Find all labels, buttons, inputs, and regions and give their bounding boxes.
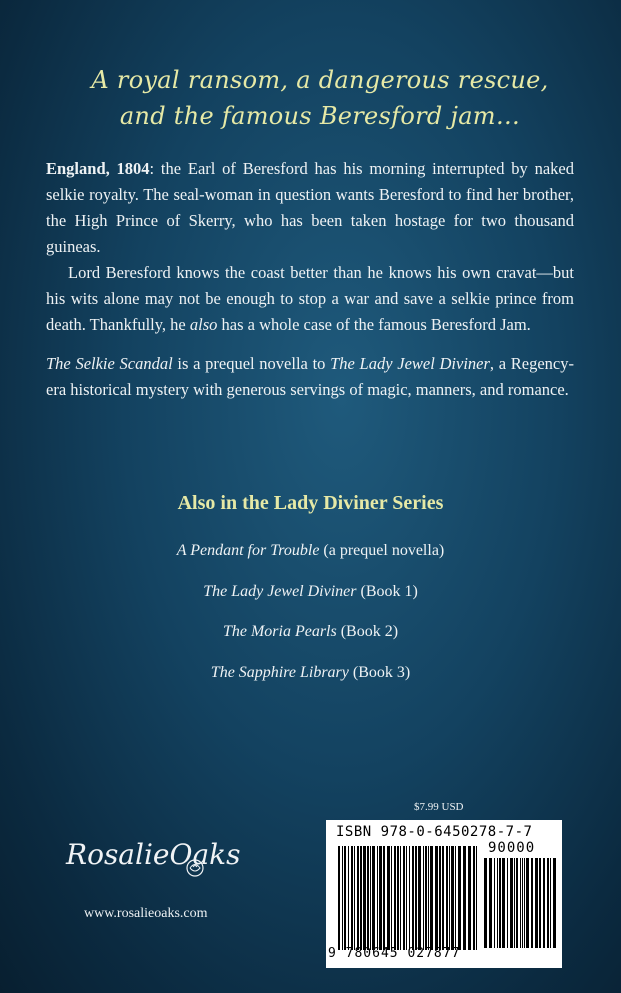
barcode-bar	[489, 858, 492, 948]
barcode-bar	[451, 846, 454, 950]
barcode-bar	[439, 846, 441, 950]
series-item: A Pendant for Trouble (a prequel novella)	[176, 542, 445, 559]
barcode-bar	[510, 858, 513, 948]
barcode-bar	[344, 846, 346, 950]
barcode-bar	[497, 858, 498, 948]
barcode-addon-number: 90000	[488, 840, 536, 856]
barcode-bar	[516, 858, 518, 948]
barcode-bar	[342, 846, 343, 950]
barcode-bar	[543, 858, 545, 948]
barcode-bar	[403, 846, 405, 950]
series-heading: Also in the Lady Diviner Series	[177, 492, 444, 514]
barcode-bar	[367, 846, 369, 950]
barcode-bar	[494, 858, 495, 948]
blurb-paragraph-2: Lord Beresford knows the coast better than he knows his own cravat—but his wits alone may not be enough to stop a war and save a selkie prince from death. Thankfully, he also has a whole case of the famous Beresford Jam.	[46, 263, 574, 334]
barcode-bar	[522, 858, 523, 948]
barcode-bar	[415, 846, 417, 950]
barcode-bar	[442, 846, 444, 950]
barcode-bar	[468, 846, 471, 950]
barcode-bar	[360, 846, 362, 950]
tagline-line-2: and the famous Beresford jam…	[119, 102, 521, 130]
barcode-bar	[531, 858, 533, 948]
barcode-bar	[372, 846, 375, 950]
barcode-bar	[377, 846, 378, 950]
barcode-bar	[391, 846, 392, 950]
tagline	[60, 62, 580, 134]
barcode-bar	[348, 846, 349, 950]
series-list	[0, 539, 621, 701]
barcode-bar	[370, 846, 371, 950]
barcode-bar	[449, 846, 450, 950]
barcode-bar	[458, 846, 461, 950]
barcode-bar	[394, 846, 396, 950]
barcode-bar	[387, 846, 390, 950]
barcode-bar	[514, 858, 515, 948]
barcode-bar	[357, 846, 359, 950]
publisher-logo	[66, 838, 256, 871]
series-item: The Moria Pearls (Book 2)	[222, 623, 399, 640]
barcode-bar	[363, 846, 366, 950]
barcode-bars	[338, 846, 480, 950]
series-item: The Sapphire Library (Book 3)	[210, 663, 411, 681]
barcode-bar	[406, 846, 407, 950]
publisher-website: www.rosalieoaks.com	[84, 906, 208, 921]
barcode-bar	[539, 858, 541, 948]
barcode-bar	[524, 858, 525, 948]
barcode-bar	[446, 846, 448, 950]
barcode-addon-bars	[484, 858, 556, 948]
barcode-bar	[430, 846, 433, 950]
price-label: $7.99 USD	[414, 801, 464, 813]
blurb-paragraph-1: England, 1804: the Earl of Beresford has his morning interrupted by naked selkie royalty. The seal-woman in question wants Beresford to find her brother, the High Prince of Skerry, who has been taken hostage for two thousand guineas.	[46, 159, 574, 256]
barcode-digits: 9 780645 027877	[328, 946, 461, 961]
barcode-bar	[418, 846, 421, 950]
publisher-logo-text: RosalieOaks	[66, 838, 241, 871]
barcode-bar	[354, 846, 355, 950]
series-item: The Lady Jewel Diviner (Book 1)	[203, 582, 418, 600]
barcode-bar	[379, 846, 382, 950]
barcode-bar	[397, 846, 399, 950]
barcode-bar	[338, 846, 340, 950]
barcode-bar	[499, 858, 501, 948]
rose-icon	[184, 858, 206, 878]
barcode-bar	[502, 858, 505, 948]
barcode-bar	[550, 858, 551, 948]
barcode-bar	[520, 858, 521, 948]
barcode-bar	[435, 846, 438, 950]
barcode-bar	[428, 846, 429, 950]
barcode-bar	[507, 858, 508, 948]
barcode-bar	[383, 846, 385, 950]
barcode-bar	[526, 858, 529, 948]
barcode-bar	[463, 846, 466, 950]
isbn-label: ISBN 978-0-6450278-7-7	[336, 824, 533, 840]
barcode-bar	[484, 858, 487, 948]
barcode-bar	[455, 846, 456, 950]
barcode-bar	[412, 846, 414, 950]
barcode-bar	[409, 846, 410, 950]
barcode-bar	[476, 846, 477, 950]
barcode-bar	[425, 846, 427, 950]
isbn-barcode	[326, 820, 562, 968]
barcode-bar	[400, 846, 401, 950]
book-blurb	[46, 156, 574, 403]
barcode-bar	[535, 858, 538, 948]
barcode-bar	[547, 858, 549, 948]
barcode-bar	[473, 846, 475, 950]
tagline-line-1: A royal ransom, a dangerous rescue,	[91, 66, 549, 94]
barcode-bar	[423, 846, 424, 950]
blurb-paragraph-3: The Selkie Scandal is a prequel novella to The Lady Jewel Diviner, a Regency-era historical mystery with generous servings of magic, manners, and romance.	[46, 354, 574, 399]
blurb-setting: England, 1804	[46, 159, 150, 178]
barcode-bar	[553, 858, 556, 948]
barcode-bar	[351, 846, 353, 950]
